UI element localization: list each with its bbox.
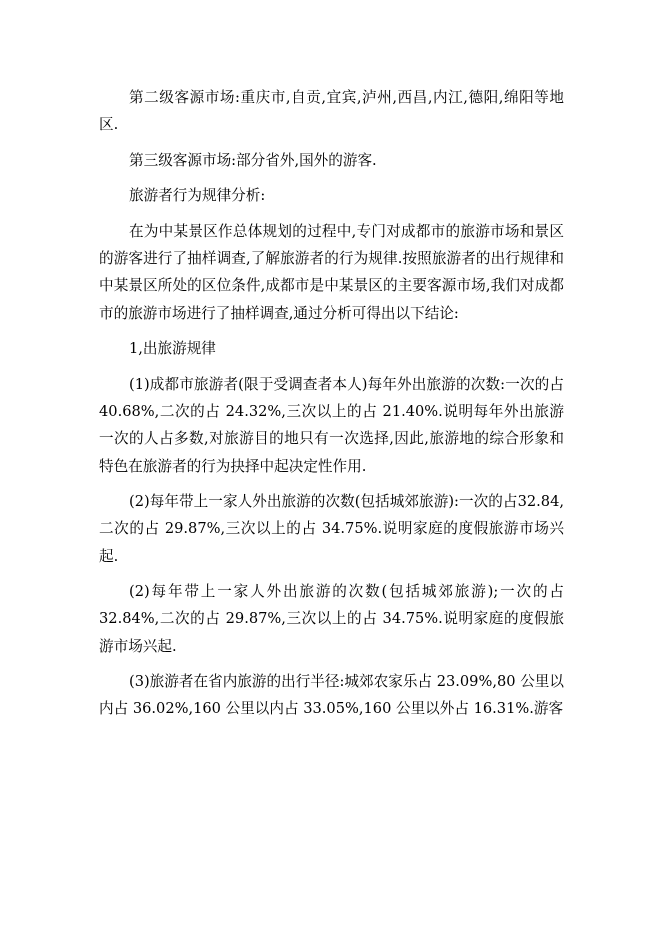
document-body [99,84,564,723]
paragraph-section-heading: 1,出旅游规律 [129,340,216,358]
paragraph-third-tier-market: 第三级客源市场:部分省外,国外的游客. [129,151,377,169]
paragraph-item-3: (3)旅游者在省内旅游的出行半径:城郊农家乐占 23.09%,80 公里以内占 36.02%,160 公里以内占 33.05%,160 公里以外占 16.31%.游客 [99,673,564,718]
paragraph-survey-intro: 在为中某景区作总体规划的过程中,专门对成都市的旅游市场和景区的游客进行了抽样调查,了解旅游者的行为规律.按照旅游者的出行规律和中某景区所处的区位条件,成都市是中某景区的主要客源市场,我们对成都市的旅游市场进行了抽样调查,通过分析可得出以下结论: [99,222,564,322]
paragraph-item-1: (1)成都市旅游者(限于受调查者本人)每年外出旅游的次数:一次的占 40.68%,二次的占 24.32%,三次以上的占 21.40%.说明每年外出旅游一次的人占多数,对旅游目的地只有一次选择,因此,旅游地的综合形象和特色在旅游者的行为抉择中起决定性作用. [99,375,564,475]
paragraph-behavior-heading: 旅游者行为规律分析: [129,187,266,205]
paragraph-item-2a: (2)每年带上一家人外出旅游的次数(包括城郊旅游):一次的占32.84,二次的占 29.87%,三次以上的占 34.75%.说明家庭的度假旅游市场兴起. [99,492,564,565]
paragraph-item-2b: (2)每年带上一家人外出旅游的次数(包括城郊旅游);一次的占32.84%,二次的占 29.87%,三次以上的占 34.75%.说明家庭的度假旅游市场兴起. [99,583,564,655]
paragraph-second-tier-market: 第二级客源市场:重庆市,自贡,宜宾,泸州,西昌,内江,德阳,绵阳等地区. [99,89,564,134]
